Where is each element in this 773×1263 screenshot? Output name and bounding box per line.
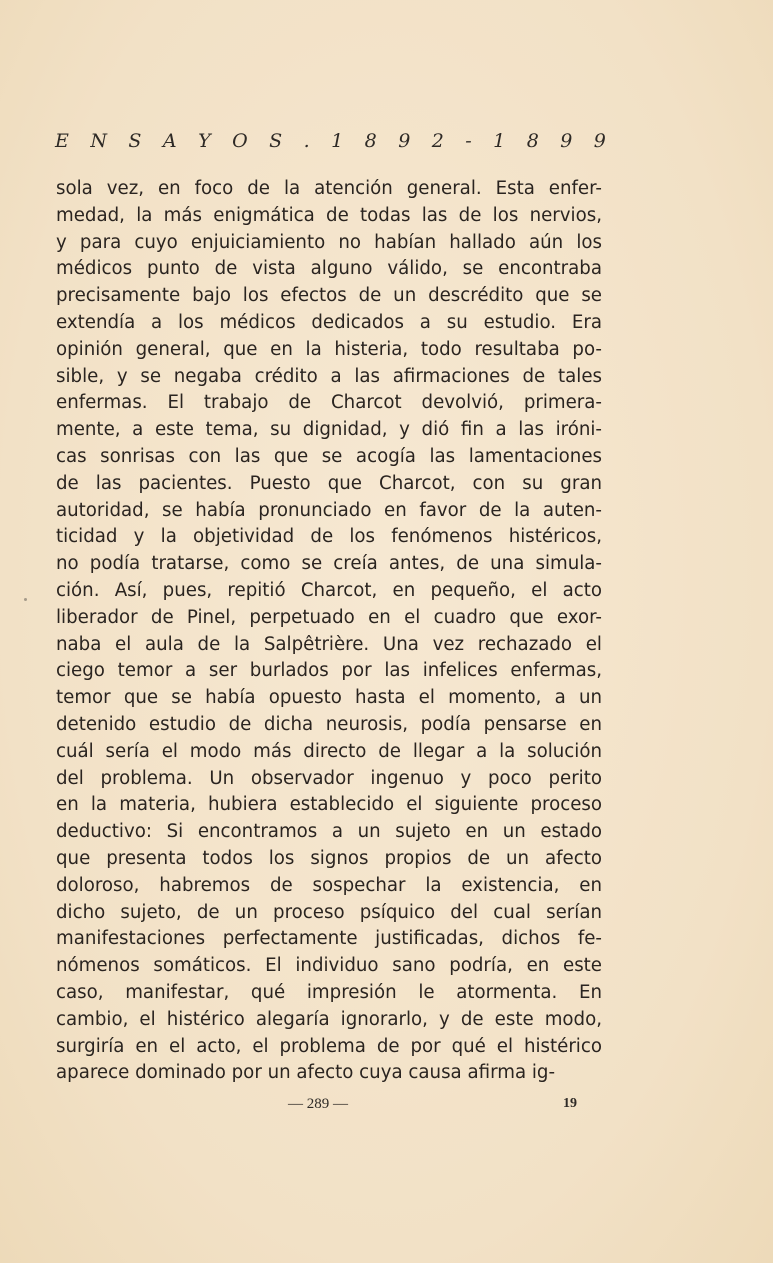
signature-mark: 19	[563, 1096, 577, 1111]
text-line: que presenta todos los signos propios de un afecto	[56, 847, 602, 869]
text-line: naba el aula de la Salpêtrière. Una vez rechazado el	[56, 633, 602, 655]
header-char: .	[303, 130, 311, 152]
text-line: autoridad, se había pronunciado en favor de la auten-	[56, 499, 602, 521]
text-line: no podía tratarse, como se creía antes, de una simula-	[56, 553, 602, 575]
text-line: cas sonrisas con las que se acogía las lamentaciones	[56, 445, 602, 467]
header-char: E	[55, 130, 70, 152]
text-line: cambio, el histérico alegaría ignorarlo, y de este modo,	[56, 1008, 602, 1030]
paper-speck	[24, 598, 27, 601]
text-line: nómenos somáticos. El individuo sano podría, en este	[56, 955, 602, 977]
text-line: temor que se había opuesto hasta el momento, a un	[56, 687, 602, 709]
text-line: deductivo: Si encontramos a un sujeto en un estado	[56, 821, 602, 843]
page-number: — 289 —	[288, 1096, 348, 1112]
header-char: O	[232, 130, 249, 152]
text-line: liberador de Pinel, perpetuado en el cuadro que exor-	[56, 606, 602, 628]
text-line: cuál sería el modo más directo de llegar a la solución	[56, 740, 602, 762]
header-char: S	[128, 130, 143, 152]
text-line: ticidad y la objetividad de los fenómenos histéricos,	[56, 526, 602, 548]
text-line: y para cuyo enjuiciamiento no habían hallado aún los	[56, 231, 602, 253]
text-line: doloroso, habremos de sospechar la existencia, en	[56, 874, 602, 896]
header-char: 1	[493, 130, 507, 152]
text-line: en la materia, hubiera establecido el siguiente proceso	[56, 794, 602, 816]
header-char: 1	[331, 130, 345, 152]
text-line: caso, manifestar, qué impresión le atormenta. En	[56, 981, 602, 1003]
text-line: surgiría en el acto, el problema de por qué el histérico	[56, 1035, 602, 1057]
header-char: 2	[431, 130, 445, 152]
text-line: opinión general, que en la histeria, todo resultaba po-	[56, 338, 602, 360]
header-char: 9	[398, 130, 412, 152]
text-line: manifestaciones perfectamente justificadas, dichos fe-	[56, 928, 602, 950]
header-char: 9	[560, 130, 574, 152]
text-line: enfermas. El trabajo de Charcot devolvió, primera-	[56, 392, 602, 414]
text-line: medad, la más enigmática de todas las de los nervios,	[56, 204, 602, 226]
text-line: del problema. Un observador ingenuo y poco perito	[56, 767, 602, 789]
header-char: 8	[526, 130, 540, 152]
text-line: aparece dominado por un afecto cuya causa afirma ig-	[56, 1062, 556, 1084]
header-char: A	[162, 130, 178, 152]
text-line: médicos punto de vista alguno válido, se encontraba	[56, 258, 602, 280]
text-line: dicho sujeto, de un proceso psíquico del cual serían	[56, 901, 602, 923]
text-line: ción. Así, pues, repitió Charcot, en pequeño, el acto	[56, 579, 602, 601]
text-line: mente, a este tema, su dignidad, y dió fin a las iróni-	[56, 419, 602, 441]
header-char: S	[269, 130, 284, 152]
text-line: de las pacientes. Puesto que Charcot, con su gran	[56, 472, 602, 494]
body-paragraph	[56, 176, 602, 1087]
text-line: sible, y se negaba crédito a las afirmaciones de tales	[56, 365, 602, 387]
text-line: detenido estudio de dicha neurosis, podía pensarse en	[56, 713, 602, 735]
header-char: 9	[593, 130, 607, 152]
text-line: ciego temor a ser burlados por las infelices enfermas,	[56, 660, 602, 682]
header-char: N	[90, 130, 108, 152]
header-char: Y	[198, 130, 212, 152]
text-line: precisamente bajo los efectos de un descrédito que se	[56, 285, 602, 307]
text-line: sola vez, en foco de la atención general. Esta enfer-	[56, 178, 602, 199]
text-line: extendía a los médicos dedicados a su estudio. Era	[56, 311, 602, 333]
running-header	[55, 130, 607, 152]
header-char: -	[465, 130, 473, 152]
header-char: 8	[364, 130, 378, 152]
